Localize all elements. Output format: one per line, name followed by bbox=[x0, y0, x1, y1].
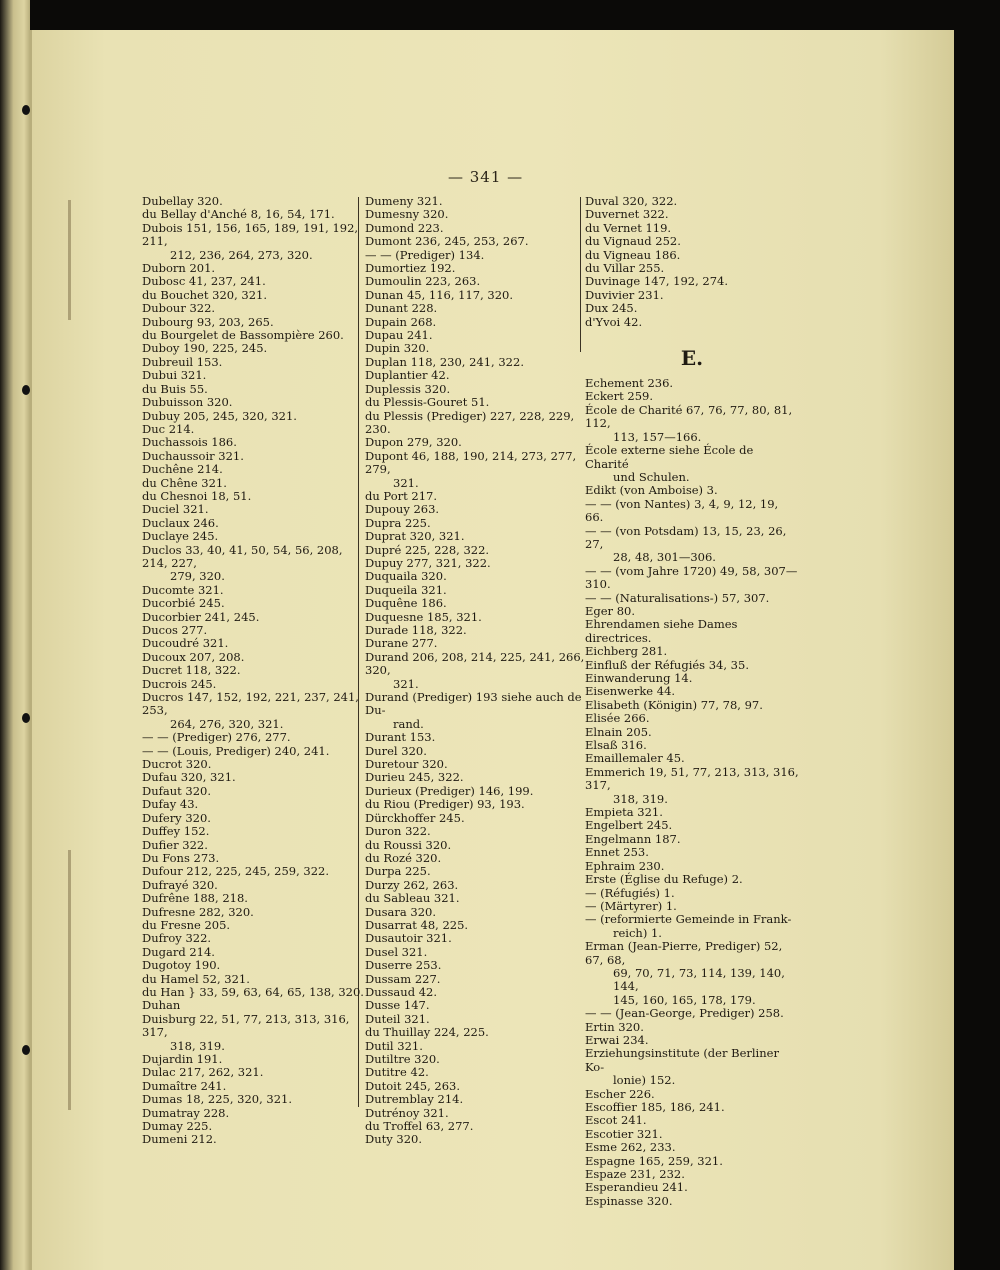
index-entry: Elsaß 316. bbox=[585, 738, 647, 753]
index-entry: Dubosc 41, 237, 241. bbox=[142, 274, 266, 289]
index-entry: Engelbert 245. bbox=[585, 818, 673, 833]
index-entry: Dussam 227. bbox=[365, 971, 441, 986]
index-entry: Duteil 321. bbox=[365, 1011, 430, 1026]
index-entry: Dufour 212, 225, 245, 259, 322. bbox=[142, 864, 330, 879]
binding-hole bbox=[22, 105, 30, 115]
index-entry: Dufrêne 188, 218. bbox=[142, 891, 248, 906]
index-entry: Espinasse 320. bbox=[585, 1193, 673, 1208]
index-entry: du Troffel 63, 277. bbox=[365, 1119, 474, 1134]
index-entry: École de Charité 67, 76, 77, 80, 81, 112, bbox=[585, 402, 793, 431]
index-entry: Dumas 18, 225, 320, 321. bbox=[142, 1092, 293, 1107]
index-entry: 69, 70, 71, 73, 114, 139, 140, 144, bbox=[613, 965, 785, 994]
index-entry: Duprat 320, 321. bbox=[365, 529, 465, 544]
index-entry: Dugotoy 190. bbox=[142, 958, 221, 973]
index-entry: du Sableau 321. bbox=[365, 891, 460, 906]
index-entry: Dufrayé 320. bbox=[142, 877, 218, 892]
index-entry: Emmerich 19, 51, 77, 213, 313, 316, 317, bbox=[585, 764, 799, 793]
index-entry: Dutil 321. bbox=[365, 1038, 423, 1053]
index-entry: Dusara 320. bbox=[365, 904, 436, 919]
index-entry: Einwanderung 14. bbox=[585, 671, 693, 685]
index-entry: 279, 320. bbox=[170, 569, 225, 584]
index-entry: Ducrois 245. bbox=[142, 676, 217, 691]
index-entry: du Riou (Prediger) 93, 193. bbox=[365, 797, 525, 812]
index-entry: Duc 214. bbox=[142, 421, 195, 436]
index-entry: du Chêne 321. bbox=[142, 475, 227, 490]
index-entry: Dupon 279, 320. bbox=[365, 435, 462, 450]
index-entry: rand. bbox=[393, 716, 424, 731]
index-entry: Dupré 225, 228, 322. bbox=[365, 542, 490, 557]
index-entry: Erste (Église du Refuge) 2. bbox=[585, 872, 743, 887]
index-entry: lonie) 152. bbox=[613, 1073, 676, 1088]
index-entry: Dubreuil 153. bbox=[142, 354, 223, 369]
index-entry: 318, 319. bbox=[170, 1038, 225, 1053]
index-entry: Dumay 225. bbox=[142, 1119, 213, 1134]
index-entry: Ducos 277. bbox=[142, 623, 208, 637]
index-entry: Dunant 228. bbox=[365, 301, 438, 316]
index-entry: Echement 236. bbox=[585, 376, 674, 391]
index-entry: 212, 236, 264, 273, 320. bbox=[170, 247, 313, 262]
index-entry: Elisabeth (Königin) 77, 78, 97. bbox=[585, 697, 763, 712]
index-entry: Duron 322. bbox=[365, 824, 431, 839]
index-entry: — (Réfugiés) 1. bbox=[585, 885, 675, 900]
index-entry: du Han } 33, 59, 63, 64, 65, 138, 320. bbox=[142, 984, 364, 999]
index-entry: Duchassois 186. bbox=[142, 435, 237, 450]
index-entry: Dupain 268. bbox=[365, 314, 437, 329]
index-entry: Duciel 321. bbox=[142, 502, 209, 517]
index-entry: Ducros 147, 152, 192, 221, 237, 241, 253, bbox=[142, 690, 359, 718]
index-entry: Erwai 234. bbox=[585, 1032, 649, 1047]
index-entry: Edikt (von Amboise) 3. bbox=[585, 483, 718, 498]
index-entry: Dupouy 263. bbox=[365, 502, 440, 517]
index-entry: Dugard 214. bbox=[142, 944, 215, 959]
index-entry: Ducorbier 241, 245. bbox=[142, 609, 260, 624]
index-entry: Dulac 217, 262, 321. bbox=[142, 1065, 264, 1080]
index-entry: Dürckhoffer 245. bbox=[365, 810, 465, 825]
index-entry: Ducomte 321. bbox=[142, 582, 224, 597]
index-entry: Dutiltre 320. bbox=[365, 1052, 440, 1066]
index-entry: Escotier 321. bbox=[585, 1126, 663, 1141]
index-entry: du Chesnoi 18, 51. bbox=[142, 488, 252, 503]
index-entry: Ducoudré 321. bbox=[142, 636, 229, 651]
index-entry: Durzy 262, 263. bbox=[365, 877, 459, 892]
index-entry: Empieta 321. bbox=[585, 805, 663, 820]
index-entry: Durand 206, 208, 214, 225, 241, 266, 320, bbox=[365, 649, 585, 678]
index-entry: 321. bbox=[393, 676, 419, 691]
index-entry: Dumeni 212. bbox=[142, 1132, 217, 1147]
index-entry: 318, 319. bbox=[613, 791, 668, 806]
index-entry: Duboy 190, 225, 245. bbox=[142, 341, 268, 356]
index-entry: Ennet 253. bbox=[585, 845, 649, 860]
index-entry: Durade 118, 322. bbox=[365, 623, 467, 637]
index-entry: Dubois 151, 156, 165, 189, 191, 192, 211, bbox=[142, 220, 359, 249]
index-entry: 145, 160, 165, 178, 179. bbox=[613, 992, 756, 1007]
index-entry: Dumoulin 223, 263. bbox=[365, 274, 481, 289]
index-entry: Espaze 231, 232. bbox=[585, 1167, 685, 1182]
binding-thread bbox=[68, 200, 71, 320]
index-entry: du Roussi 320. bbox=[365, 837, 452, 852]
index-entry: Eisenwerke 44. bbox=[585, 684, 676, 699]
index-entry: Durand (Prediger) 193 siehe auch de Du- bbox=[365, 690, 582, 718]
index-entry: — — (Prediger) 276, 277. bbox=[142, 730, 291, 745]
index-entry: Dubuisson 320. bbox=[142, 395, 233, 410]
binding-hole bbox=[22, 1045, 30, 1055]
index-entry: Duchaussoir 321. bbox=[142, 448, 244, 463]
index-entry: Durane 277. bbox=[365, 636, 438, 651]
index-entry: Dubellay 320. bbox=[142, 194, 223, 208]
index-entry: Escot 241. bbox=[585, 1113, 647, 1128]
index-entry: Dunan 45, 116, 117, 320. bbox=[365, 287, 514, 302]
index-entry: — — (Louis, Prediger) 240, 241. bbox=[142, 743, 330, 758]
index-entry: Dufroy 322. bbox=[142, 931, 212, 946]
index-entry: Escoffier 185, 186, 241. bbox=[585, 1100, 725, 1114]
index-entry: Escher 226. bbox=[585, 1086, 655, 1101]
index-entry: Dussaud 42. bbox=[365, 984, 437, 999]
index-entry: Dufresne 282, 320. bbox=[142, 904, 254, 919]
index-entry: und Schulen. bbox=[613, 469, 690, 484]
index-entry: du Vigneau 186. bbox=[585, 247, 681, 262]
index-entry: Ehrendamen siehe Dames directrices. bbox=[585, 617, 738, 645]
index-entry: d'Yvoi 42. bbox=[585, 314, 643, 329]
index-entry: Duretour 320. bbox=[365, 757, 448, 772]
index-entry: Duval 320, 322. bbox=[585, 194, 678, 208]
index-entry: Durieu 245, 322. bbox=[365, 770, 464, 785]
binding-thread bbox=[68, 850, 71, 1110]
index-entry: Erziehungsinstitute (der Berliner Ko- bbox=[585, 1046, 779, 1074]
index-entry: Elisée 266. bbox=[585, 711, 650, 726]
index-entry: Durieux (Prediger) 146, 199. bbox=[365, 783, 534, 798]
index-entry: 28, 48, 301—306. bbox=[613, 550, 716, 565]
index-entry: Dumond 223. bbox=[365, 220, 444, 235]
index-entry: Du Fons 273. bbox=[142, 850, 220, 865]
index-entry: Ducret 118, 322. bbox=[142, 663, 241, 678]
index-entry: du Vignaud 252. bbox=[585, 234, 681, 249]
index-entry: Duquaila 320. bbox=[365, 569, 447, 584]
index-entry: Durpa 225. bbox=[365, 864, 431, 879]
index-entry: Dutremblay 214. bbox=[365, 1092, 464, 1107]
index-entry: Ephraim 230. bbox=[585, 858, 665, 873]
index-column-2 bbox=[365, 195, 587, 1147]
index-entry: du Plessis-Gouret 51. bbox=[365, 395, 490, 410]
index-entry: — — (Jean-George, Prediger) 258. bbox=[585, 1006, 784, 1021]
index-entry: Dumatray 228. bbox=[142, 1105, 230, 1120]
index-entry: Dusarrat 48, 225. bbox=[365, 917, 469, 932]
index-entry: Durant 153. bbox=[365, 730, 436, 745]
index-entry: — (reformierte Gemeinde in Frank- bbox=[585, 912, 792, 927]
index-entry: Dumeny 321. bbox=[365, 194, 443, 208]
index-entry: Duquesne 185, 321. bbox=[365, 609, 482, 624]
binding-hole bbox=[22, 713, 30, 723]
index-entry: Dusautoir 321. bbox=[365, 931, 452, 946]
index-entry: Duffey 152. bbox=[142, 824, 210, 839]
index-entry: Dufaut 320. bbox=[142, 783, 212, 798]
index-entry: Dux 245. bbox=[585, 301, 638, 316]
index-entry: Duplantier 42. bbox=[365, 368, 450, 383]
index-column-3 bbox=[585, 195, 799, 1208]
index-entry: Duisburg 22, 51, 77, 213, 313, 316, 317, bbox=[142, 1011, 350, 1040]
index-entry: du Vernet 119. bbox=[585, 220, 672, 235]
index-entry: 264, 276, 320, 321. bbox=[170, 716, 284, 731]
index-entry: Duserre 253. bbox=[365, 958, 442, 973]
index-entry: Dufau 320, 321. bbox=[142, 770, 236, 785]
index-entry: Ertin 320. bbox=[585, 1019, 644, 1034]
index-entry: Dubuy 205, 245, 320, 321. bbox=[142, 408, 297, 423]
index-entry: — (Märtyrer) 1. bbox=[585, 898, 677, 913]
index-entry: — — (vom Jahre 1720) 49, 58, 307—310. bbox=[585, 563, 798, 592]
index-entry: Ducorbié 245. bbox=[142, 596, 225, 611]
index-entry: Duhan bbox=[142, 998, 181, 1013]
index-entry: — — (Prediger) 134. bbox=[365, 247, 485, 262]
index-entry: Dutrénoy 321. bbox=[365, 1105, 449, 1120]
binding-hole bbox=[22, 385, 30, 395]
index-entry: Duvivier 231. bbox=[585, 287, 664, 302]
index-entry: Dutoit 245, 263. bbox=[365, 1078, 460, 1093]
index-entry: Dufier 322. bbox=[142, 837, 208, 852]
index-entry: — — (Naturalisations-) 57, 307. bbox=[585, 590, 770, 605]
binding-edge bbox=[0, 0, 30, 1270]
index-entry: Dupuy 277, 321, 322. bbox=[365, 555, 491, 570]
index-entry: Dubui 321. bbox=[142, 368, 207, 383]
index-entry: Durel 320. bbox=[365, 743, 427, 758]
index-entry: Dufery 320. bbox=[142, 810, 211, 825]
index-entry: Dumortiez 192. bbox=[365, 261, 456, 276]
index-entry: Dubourg 93, 203, 265. bbox=[142, 314, 274, 329]
index-entry: Duchêne 214. bbox=[142, 462, 223, 477]
index-entry: Dubour 322. bbox=[142, 301, 216, 316]
index-entry: du Rozé 320. bbox=[365, 850, 442, 865]
index-entry: Dupra 225. bbox=[365, 515, 431, 530]
index-entry: Duclos 33, 40, 41, 50, 54, 56, 208, 214, 227, bbox=[142, 542, 343, 570]
index-group-d-end bbox=[585, 195, 799, 329]
index-entry: Dumont 236, 245, 253, 267. bbox=[365, 234, 529, 249]
letter-heading: E. bbox=[680, 346, 704, 371]
index-entry: Duquêne 186. bbox=[365, 596, 447, 611]
index-entry: Duplessis 320. bbox=[365, 381, 451, 396]
index-entry: Duplan 118, 230, 241, 322. bbox=[365, 354, 524, 369]
index-entry: Elnain 205. bbox=[585, 724, 652, 739]
index-entry: Duvinage 147, 192, 274. bbox=[585, 274, 729, 289]
index-entry: du Bouchet 320, 321. bbox=[142, 287, 268, 302]
index-entry: Ducoux 207, 208. bbox=[142, 649, 245, 664]
index-entry: Dusel 321. bbox=[365, 944, 428, 959]
index-entry: Eger 80. bbox=[585, 603, 636, 618]
index-entry: Emaillemaler 45. bbox=[585, 751, 685, 766]
index-entry: du Buis 55. bbox=[142, 381, 208, 396]
index-entry: Eichberg 281. bbox=[585, 644, 668, 659]
index-entry: Duqueila 321. bbox=[365, 582, 447, 597]
index-entry: 321. bbox=[393, 475, 419, 490]
index-entry: Dutitre 42. bbox=[365, 1065, 429, 1080]
index-entry: Duty 320. bbox=[365, 1132, 423, 1147]
index-entry: reich) 1. bbox=[613, 925, 662, 940]
index-entry: Dumesny 320. bbox=[365, 207, 449, 222]
index-entry: Esme 262, 233. bbox=[585, 1140, 676, 1155]
index-entry: Eckert 259. bbox=[585, 389, 653, 404]
index-column-1 bbox=[142, 195, 364, 1147]
index-entry: Einfluß der Réfugiés 34, 35. bbox=[585, 657, 749, 672]
index-entry: Duvernet 322. bbox=[585, 207, 669, 222]
index-entry: 113, 157—166. bbox=[613, 429, 702, 444]
index-entry: du Plessis (Prediger) 227, 228, 229, 230. bbox=[365, 408, 575, 436]
index-entry: Ducrot 320. bbox=[142, 757, 212, 772]
index-entry: du Bellay d'Anché 8, 16, 54, 171. bbox=[142, 207, 335, 222]
index-entry: — — (von Nantes) 3, 4, 9, 12, 19, 66. bbox=[585, 496, 779, 525]
index-entry: du Port 217. bbox=[365, 488, 437, 503]
index-entry: Dumaître 241. bbox=[142, 1078, 227, 1093]
index-entry: Duborn 201. bbox=[142, 261, 216, 276]
index-entry: du Thuillay 224, 225. bbox=[365, 1025, 489, 1040]
index-entry: Dupau 241. bbox=[365, 328, 433, 343]
index-entry: — — (von Potsdam) 13, 15, 23, 26, 27, bbox=[585, 523, 787, 551]
index-entry: Duclaux 246. bbox=[142, 515, 219, 530]
index-entry: du Villar 255. bbox=[585, 261, 665, 276]
index-group-e bbox=[585, 377, 799, 1208]
index-entry: du Hamel 52, 321. bbox=[142, 971, 250, 986]
index-entry: du Bourgelet de Bassompière 260. bbox=[142, 328, 344, 343]
index-entry: Dusse 147. bbox=[365, 998, 430, 1013]
index-entry: Dufay 43. bbox=[142, 797, 199, 812]
index-entry: Dupont 46, 188, 190, 214, 273, 277, 279, bbox=[365, 448, 577, 477]
index-entry: Erman (Jean-Pierre, Prediger) 52, 67, 68, bbox=[585, 939, 783, 967]
index-entry: Dujardin 191. bbox=[142, 1052, 223, 1066]
index-entry: Esperandieu 241. bbox=[585, 1180, 688, 1195]
index-entry: École externe siehe École de Charité bbox=[585, 443, 754, 471]
page-number: — 341 — bbox=[448, 168, 524, 186]
index-entry: du Fresne 205. bbox=[142, 917, 231, 932]
index-entry: Espagne 165, 259, 321. bbox=[585, 1153, 723, 1168]
index-entry: Duclaye 245. bbox=[142, 529, 219, 544]
index-entry: Engelmann 187. bbox=[585, 831, 681, 846]
index-entry: Dupin 320. bbox=[365, 341, 430, 356]
